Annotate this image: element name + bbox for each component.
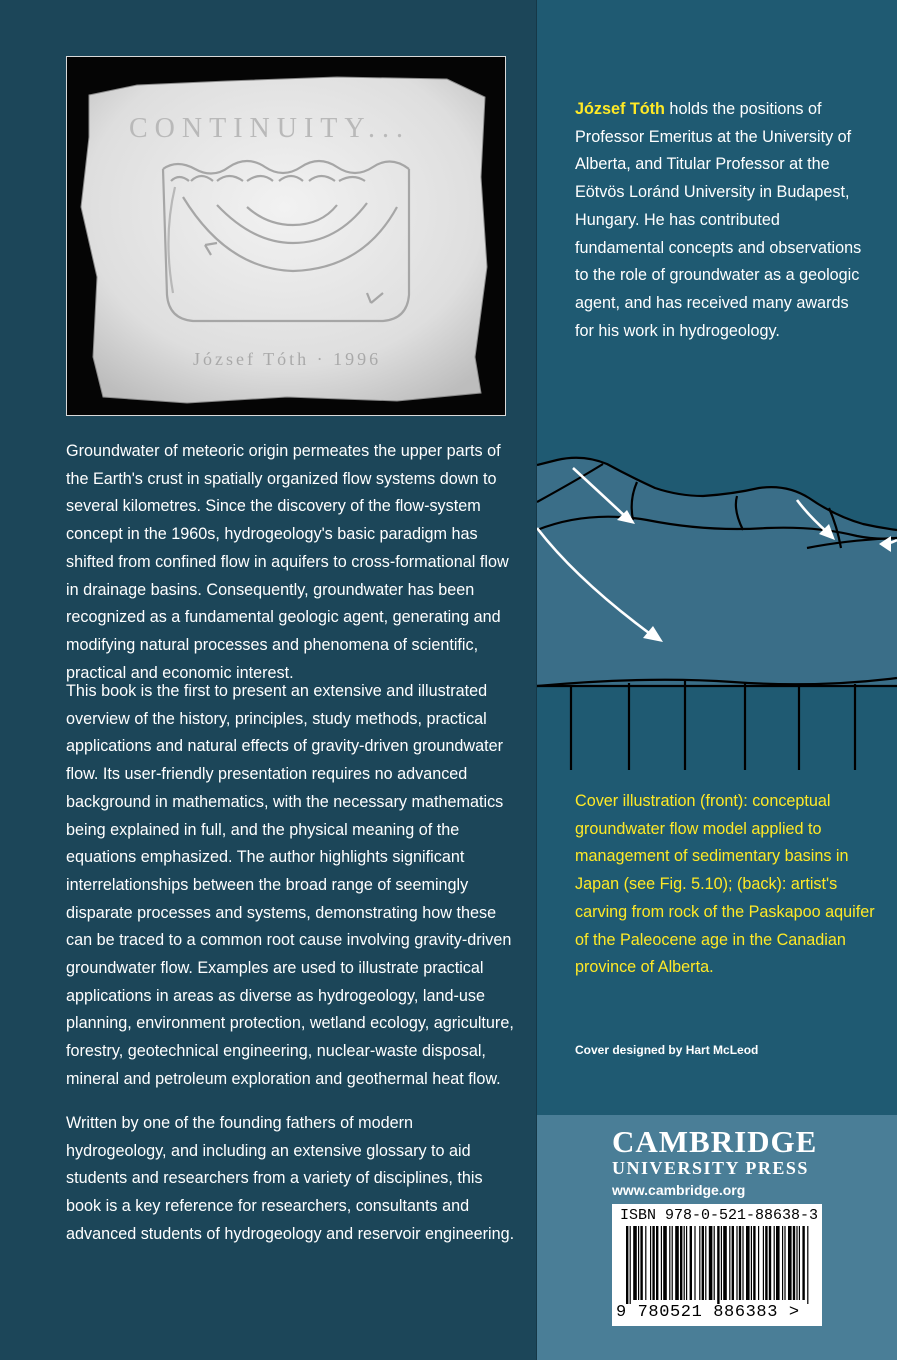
barcode-bar bbox=[736, 1226, 737, 1300]
flow-basin-area bbox=[537, 458, 897, 686]
barcode-bar bbox=[661, 1226, 662, 1300]
barcode-bar bbox=[650, 1226, 651, 1300]
author-bio bbox=[575, 96, 865, 345]
barcode-bar bbox=[776, 1226, 780, 1300]
groundwater-flow-illustration bbox=[537, 440, 897, 770]
barcode-bar bbox=[723, 1226, 727, 1300]
designer-credit: Cover designed by Hart McLeod bbox=[575, 1043, 759, 1057]
barcode-bar bbox=[705, 1226, 706, 1300]
barcode-bar bbox=[782, 1226, 783, 1300]
isbn-number: ISBN 978-0-521-88638-3 bbox=[620, 1207, 819, 1224]
barcode-bar bbox=[672, 1226, 673, 1300]
barcode-bar bbox=[638, 1226, 639, 1300]
barcode-bar bbox=[717, 1226, 719, 1304]
barcode-bar bbox=[788, 1226, 792, 1300]
barcode-bar bbox=[640, 1226, 642, 1300]
barcode-bar bbox=[680, 1226, 682, 1300]
barcode-bar bbox=[633, 1226, 637, 1300]
barcode-bar bbox=[645, 1226, 646, 1300]
author-name: József Tóth bbox=[575, 100, 665, 118]
barcode-bar bbox=[739, 1226, 741, 1300]
barcode-bar bbox=[690, 1226, 692, 1300]
barcode-bar bbox=[796, 1226, 797, 1300]
author-bio-text: holds the positions of Professor Emeritus at the University of Alberta, and Titular Professor at the Eötvös Loránd University in Budapest, Hungary. He has contributed fundamental concepts and observations to the role of groundwater as a geologic agent, and has received many awards for his work in hydrogeology. bbox=[575, 100, 862, 340]
barcode-bar bbox=[732, 1226, 734, 1300]
barcode-bar bbox=[746, 1226, 750, 1300]
barcode-bar bbox=[714, 1226, 715, 1300]
barcode-bar bbox=[702, 1226, 704, 1300]
publisher-name: CAMBRIDGE bbox=[612, 1124, 818, 1159]
barcode-bar bbox=[675, 1226, 679, 1300]
blurb-paragraph-2: This book is the first to present an extensive and illustrated overview of the history, principles, study methods, practical applications and natural effects of gravity-driven groundwater flow. Its user-friendly presentation requires no advanced background in mathematics, with the necessary mathematics being explained in full, and the physical meaning of the equations emphasized. The author highlights significant interrelationships between the broad range of seemingly disparate processes and systems, demonstrating how these can be traced to a common root cause involving gravity-driven groundwater flow. Examples are used to illustrate practical applications in areas as diverse as hydrogeology, land-use planning, environment protection, wetland ecology, agriculture, forestry, geotechnical engineering, nuclear-waste disposal, mineral and petroleum exploration and geothermal heat flow. bbox=[66, 682, 514, 1088]
blurb-paragraph-1: Groundwater of meteoric origin permeates the upper parts of the Earth's crust in spatially organized flow systems down to several kilometres. Since the discovery of the flow-system concept in the 1960s, hydrogeology's basic paradigm has shifted from confined flow in aquifers to cross-formational flow in drainage basins. Consequently, groundwater has been recognized as a fundamental geologic agent, generating and modifying natural processes and phenomena of scientific, practical and economic interest. bbox=[66, 442, 509, 682]
barcode-bar bbox=[709, 1226, 713, 1300]
barcode-bar bbox=[656, 1226, 658, 1300]
cover-illustration-caption: Cover illustration (front): conceptual groundwater flow model applied to management of sedimentary basins in Japan (see Fig. 5.10); (back): artist's carving from rock of the Paskapoo aquifer of the Paleocene age in the Canadian province of Alberta. bbox=[575, 792, 875, 977]
basement-pillars bbox=[571, 681, 855, 770]
barcode-bar bbox=[626, 1226, 628, 1304]
publisher-subname: UNIVERSITY PRESS bbox=[612, 1158, 809, 1178]
barcode-bar bbox=[751, 1226, 752, 1300]
barcode-bar bbox=[663, 1226, 667, 1300]
barcode-digits: 9 780521 886383 > bbox=[616, 1303, 800, 1322]
publisher-url: www.cambridge.org bbox=[612, 1182, 746, 1198]
blurb-paragraph-3: Written by one of the founding fathers of modern hydrogeology, and including an extensive glossary to aid students and researchers from a variety of disciplines, this book is a key reference for researchers, consultants and advanced students of hydrogeology and reservoir engineering. bbox=[66, 1114, 515, 1243]
barcode-bar bbox=[630, 1226, 631, 1304]
barcode-bar bbox=[721, 1226, 722, 1300]
barcode-bar bbox=[802, 1226, 804, 1300]
barcode-bar bbox=[807, 1226, 808, 1304]
barcode-bar bbox=[793, 1226, 795, 1300]
barcode-bar bbox=[742, 1226, 743, 1300]
barcode-bar bbox=[774, 1226, 775, 1300]
barcode-bar bbox=[652, 1226, 654, 1300]
barcode-bar bbox=[669, 1226, 670, 1300]
barcode-bar bbox=[763, 1226, 764, 1300]
barcode-bar bbox=[784, 1226, 785, 1300]
stone-carving-photo bbox=[66, 56, 506, 416]
barcode-bar bbox=[699, 1226, 700, 1300]
engraved-title: CONTINUITY... bbox=[129, 113, 411, 144]
barcode-bar bbox=[753, 1226, 755, 1300]
barcode-bar bbox=[758, 1226, 759, 1300]
engraved-signature: József Tóth · 1996 bbox=[193, 349, 382, 369]
barcode-bar bbox=[684, 1226, 685, 1300]
barcode-bar bbox=[799, 1226, 800, 1300]
barcode-bar bbox=[765, 1226, 767, 1300]
barcode-bar bbox=[694, 1226, 695, 1300]
stone-carving-image bbox=[67, 57, 505, 415]
barcode-bar bbox=[686, 1226, 687, 1300]
barcode-bar bbox=[769, 1226, 771, 1300]
isbn-barcode bbox=[612, 1204, 822, 1326]
barcode-bar bbox=[729, 1226, 730, 1300]
